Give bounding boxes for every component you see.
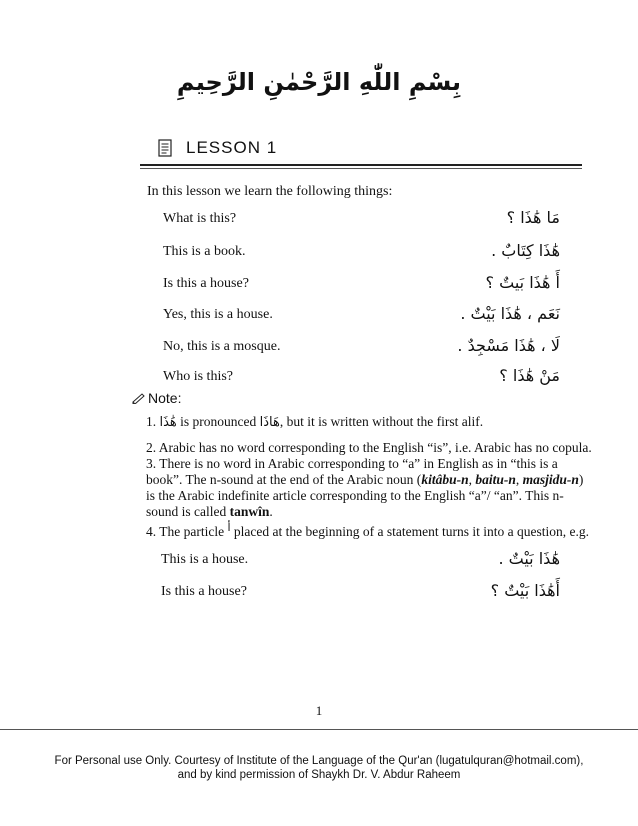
example-english: This is a house.: [161, 552, 249, 567]
arabic-word: هَٰذَا: [159, 415, 177, 430]
note-item-2: 2. Arabic has no word corresponding to the English “is”, i.e. Arabic has no copula.: [146, 440, 592, 455]
note-item-3: [146, 456, 586, 520]
example-arabic: أَهَٰذَا بَيْتٌ ؟: [490, 581, 560, 600]
example-arabic: مَا هَٰذَا ؟: [506, 208, 560, 227]
example-arabic: هَٰذَا كِتَابٌ .: [491, 241, 560, 260]
arabic-word: هَاذَا: [259, 415, 280, 430]
note-text: , but it is written without the first alif.: [279, 414, 484, 429]
note-item-number: 1.: [146, 414, 157, 429]
intro-text: In this lesson we learn the following things:: [147, 184, 393, 199]
footer-line-1: For Personal use Only. Courtesy of Institute of the Language of the Qur'an (lugatulquran@hotmail.com),: [54, 755, 584, 767]
footer-line-2: and by kind permission of Shaykh Dr. V. Abdur Raheem: [177, 769, 461, 781]
lesson-title: LESSON 1: [186, 138, 278, 157]
note-text: .: [269, 504, 273, 519]
note-text: is pronounced: [176, 414, 260, 429]
example-arabic: نَعَم ، هَٰذَا بَيْتٌ .: [460, 304, 560, 323]
note-text: ) is the Arabic indefinite article corresponding to the English “a”/ “an”. This n-sound is called: [146, 472, 584, 519]
example-english: Yes, this is a house.: [163, 307, 273, 322]
note-item-1: [146, 414, 483, 431]
header-rule: [140, 164, 582, 166]
note-label: Note:: [148, 390, 182, 406]
example-english: This is a book.: [163, 244, 246, 259]
example-english: What is this?: [163, 211, 237, 226]
example-english: Is this a house?: [161, 584, 247, 599]
header-rule-thin: [140, 168, 582, 169]
example-english: Is this a house?: [163, 276, 249, 291]
example-arabic: مَنْ هَٰذَا ؟: [499, 366, 560, 385]
note-text: 4. The particle: [146, 524, 228, 539]
note-heading: [132, 390, 181, 406]
note-text: ,: [515, 472, 523, 487]
transliteration: baitu-n: [475, 472, 516, 487]
example-arabic: لَا ، هَٰذَا مَسْجِدٌ .: [457, 336, 560, 355]
arabic-particle: أ: [227, 521, 231, 534]
pencil-icon: [132, 392, 146, 404]
example-english: No, this is a mosque.: [163, 339, 281, 354]
term-tanwin: tanwîn: [229, 504, 270, 519]
note-text: placed at the beginning of a statement turns it into a question, e.g.: [230, 524, 589, 539]
example-english: Who is this?: [163, 369, 233, 384]
example-arabic: هَٰذَا بَيْتٌ .: [498, 549, 560, 568]
example-arabic: أَ هَٰذَا بَيتٌ ؟: [485, 273, 560, 292]
bismillah-calligraphy: بِسْمِ اللّٰهِ الرَّحْمٰنِ الرَّحِيمِ: [176, 68, 462, 96]
note-item-4: [146, 521, 589, 541]
document-icon: [158, 139, 172, 157]
footer: [0, 754, 638, 782]
transliteration: kitâbu-n: [421, 472, 469, 487]
footer-rule: [0, 729, 638, 730]
note-text: ,: [468, 472, 476, 487]
page-number: 1: [315, 703, 323, 718]
transliteration: masjidu-n: [522, 472, 579, 487]
note-text: 3. There is no word in Arabic corresponding to “a” in English as in “this is a book”. The n-sound at the end of the Arabic noun (: [146, 456, 558, 487]
